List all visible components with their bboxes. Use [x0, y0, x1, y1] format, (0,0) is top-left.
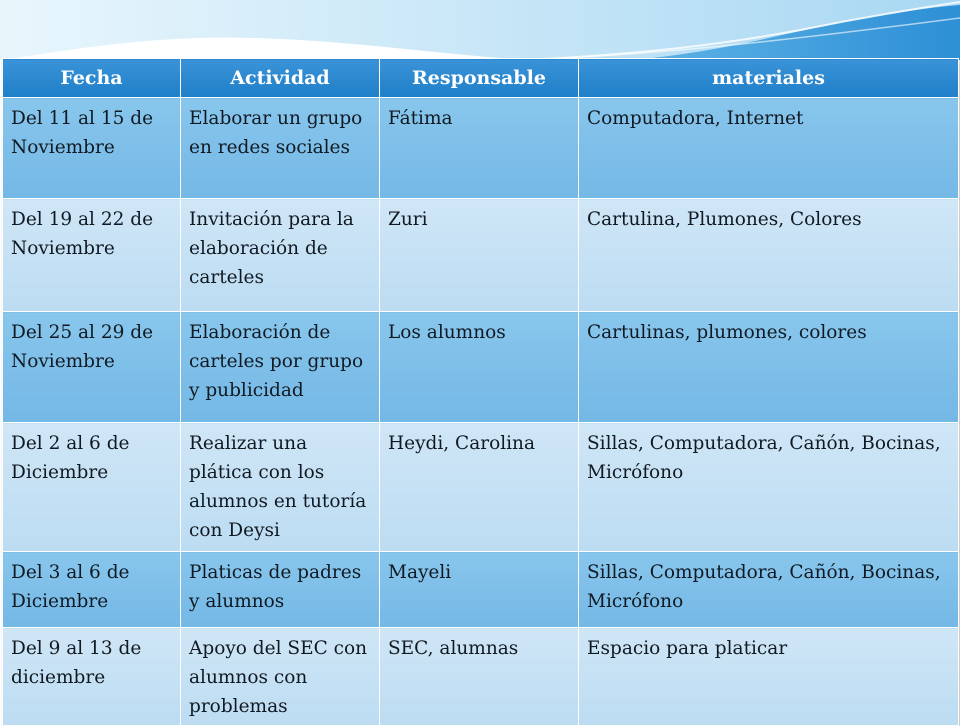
- header-actividad: Actividad: [181, 59, 380, 98]
- cell-fecha: Del 19 al 22 de Noviembre: [3, 199, 181, 312]
- cell-actividad: Invitación para la elaboración de carteles: [181, 199, 380, 312]
- cell-materiales: Cartulina, Plumones, Colores: [579, 199, 959, 312]
- cell-responsable: Fátima: [380, 98, 579, 199]
- cell-materiales: Computadora, Internet: [579, 98, 959, 199]
- cell-actividad: Elaborar un grupo en redes sociales: [181, 98, 380, 199]
- schedule-table: [2, 58, 959, 726]
- header-materiales: materiales: [579, 59, 959, 98]
- cell-materiales: Sillas, Computadora, Cañón, Bocinas, Micrófono: [579, 552, 959, 628]
- cell-materiales: Cartulinas, plumones, colores: [579, 312, 959, 423]
- table-row: [3, 199, 959, 312]
- cell-actividad: Platicas de padres y alumnos: [181, 552, 380, 628]
- table-row: [3, 98, 959, 199]
- cell-materiales: Espacio para platicar: [579, 628, 959, 726]
- table-row: [3, 423, 959, 552]
- cell-responsable: Zuri: [380, 199, 579, 312]
- cell-responsable: SEC, alumnas: [380, 628, 579, 726]
- header-responsable: Responsable: [380, 59, 579, 98]
- cell-responsable: Mayeli: [380, 552, 579, 628]
- cell-actividad: Apoyo del SEC con alumnos con problemas: [181, 628, 380, 726]
- cell-fecha: Del 11 al 15 de Noviembre: [3, 98, 181, 199]
- cell-actividad: Elaboración de carteles por grupo y publicidad: [181, 312, 380, 423]
- cell-responsable: Los alumnos: [380, 312, 579, 423]
- cell-actividad: Realizar una plática con los alumnos en tutoría con Deysi: [181, 423, 380, 552]
- table-header-row: [3, 59, 959, 98]
- header-fecha: Fecha: [3, 59, 181, 98]
- table-row: [3, 312, 959, 423]
- table-row: [3, 628, 959, 726]
- cell-fecha: Del 25 al 29 de Noviembre: [3, 312, 181, 423]
- cell-fecha: Del 9 al 13 de diciembre: [3, 628, 181, 726]
- cell-responsable: Heydi, Carolina: [380, 423, 579, 552]
- cell-fecha: Del 2 al 6 de Diciembre: [3, 423, 181, 552]
- cell-materiales: Sillas, Computadora, Cañón, Bocinas, Micrófono: [579, 423, 959, 552]
- table-row: [3, 552, 959, 628]
- cell-fecha: Del 3 al 6 de Diciembre: [3, 552, 181, 628]
